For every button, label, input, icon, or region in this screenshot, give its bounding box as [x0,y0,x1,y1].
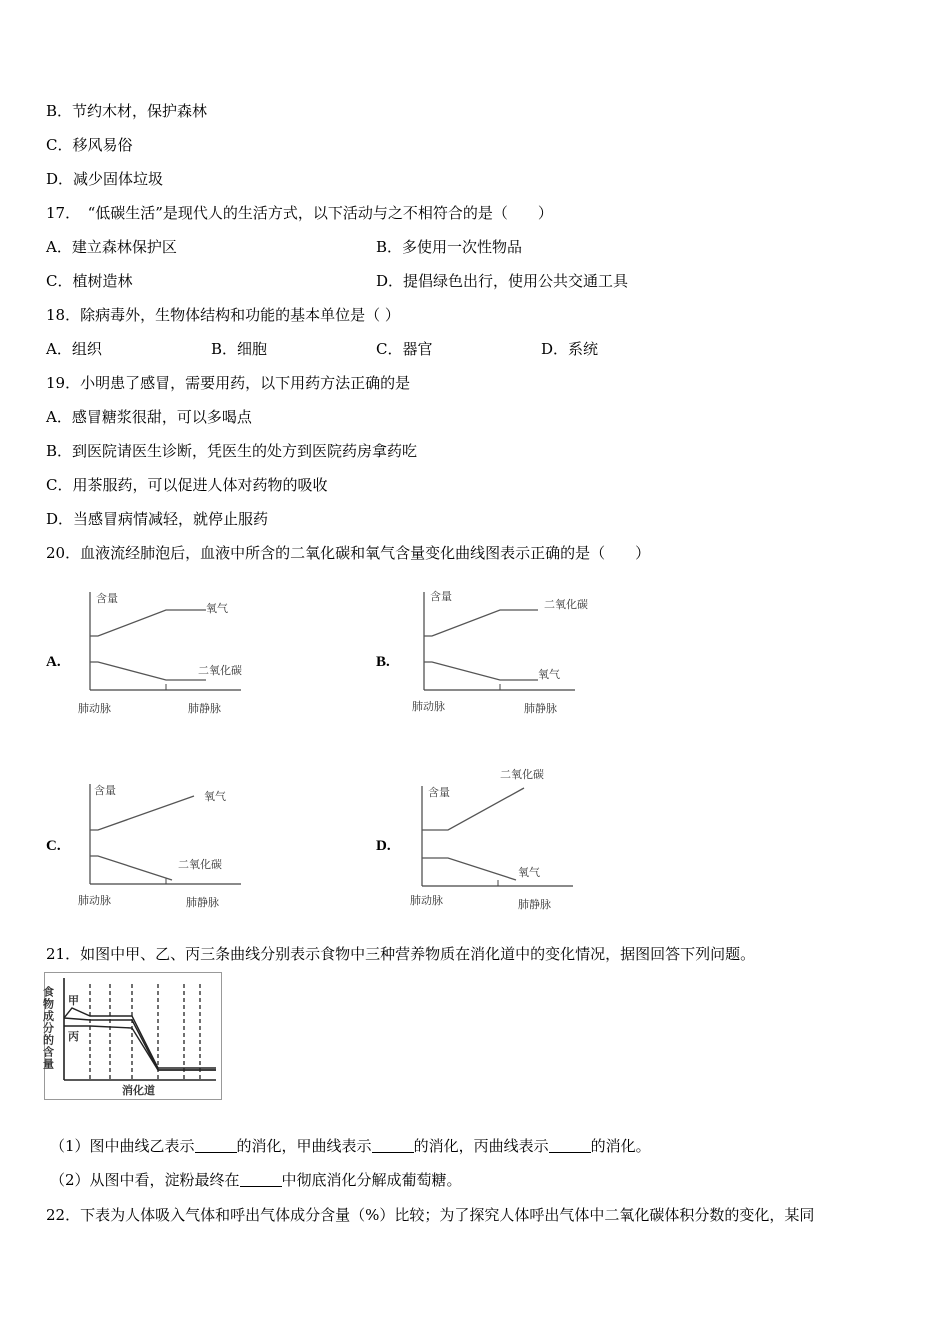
q17-stem: 17． “低碳生活”是现代人的生活方式，以下活动与之不相符合的是（ ） [46,204,553,222]
q21-sub2-part-b: 中彻底消化分解成葡萄糖。 [281,1171,462,1189]
q21-fig-xlabel: 消化道 [122,1084,155,1097]
graph-b-y-label: 含量 [430,590,452,603]
graph-d-co2-label: 二氧化碳 [500,768,544,781]
q16-option-d: D．减少固体垃圾 [46,170,164,188]
graph-a-co2-label: 二氧化碳 [198,664,242,677]
q17-option-c: C．植树造林 [46,272,133,290]
graph-a-oxygen-curve [90,610,206,636]
graph-c-co2-label: 二氧化碳 [178,858,222,871]
q21-sub2-blank[interactable] [240,1172,282,1187]
q19-option-c: C．用茶服药，可以促进人体对药物的吸收 [46,476,328,494]
graph-d-x-end: 肺静脉 [518,898,551,911]
q19-option-a: A．感冒糖浆很甜，可以多喝点 [46,408,252,426]
q20-label-d: D. [376,838,391,854]
q21-sub1-part-c: 的消化，丙曲线表示 [413,1137,549,1155]
q20-stem: 20．血液流经肺泡后，血液中所含的二氧化碳和氧气含量变化曲线图表示正确的是（ ） [46,544,651,562]
graph-d-y-label: 含量 [428,786,450,799]
q21-curve-jia [64,1008,216,1068]
graph-a-co2-curve [90,662,206,680]
q20-label-c: C. [46,838,61,854]
q21-sub1-part-b: 的消化，甲曲线表示 [236,1137,372,1155]
q18-option-c: C．器官 [376,340,433,358]
graph-a-x-start: 肺动脉 [78,702,111,715]
graph-a-y-label: 含量 [96,592,118,605]
q21-sub1-blank-1[interactable] [195,1138,237,1153]
q16-option-c: C．移风易俗 [46,136,133,154]
q17-option-a: A．建立森林保护区 [46,238,177,256]
q21-digestion-figure [41,972,224,1100]
q18-option-a: A．组织 [46,340,102,358]
graph-b-oxygen-curve [424,662,538,680]
q21-sub2 [50,1170,462,1190]
graph-b-x-end: 肺静脉 [524,702,557,715]
graph-c-x-end: 肺静脉 [186,896,219,909]
q20-graph-a [76,584,276,724]
q16-option-b: B．节约木材，保护森林 [46,102,208,120]
graph-c-co2-curve [90,856,172,880]
q20-graph-b [410,584,620,724]
graph-d-oxygen-curve [422,858,516,880]
q19-stem: 19．小明患了感冒，需要用药，以下用药方法正确的是 [46,374,411,392]
q21-fig-ylabel: 食物成分的含量 [41,986,55,1070]
q20-graph-d [408,764,618,914]
q21-sub1-blank-3[interactable] [549,1138,591,1153]
graph-b-oxygen-label: 氧气 [538,668,560,681]
q17-option-b: B．多使用一次性物品 [376,238,523,256]
q18-option-b: B．细胞 [211,340,268,358]
q21-sub1-blank-2[interactable] [372,1138,414,1153]
q22-stem: 22．下表为人体吸入气体和呼出气体成分含量（%）比较；为了探究人体呼出气体中二氧化碳体积分数的变化，某同 [46,1206,815,1224]
q20-graph-c [76,780,276,915]
graph-b-co2-label: 二氧化碳 [544,598,588,611]
q19-option-b: B．到医院请医生诊断，凭医生的处方到医院药房拿药吃 [46,442,418,460]
q17-option-d: D．提倡绿色出行，使用公共交通工具 [376,272,629,290]
graph-c-oxygen-curve [90,796,194,830]
graph-c-oxygen-label: 氧气 [204,790,226,803]
graph-c-y-label: 含量 [94,784,116,797]
q19-option-d: D．当感冒病情减轻，就停止服药 [46,510,269,528]
q21-sub2-part-a: （2）从图中看，淀粉最终在 [50,1171,240,1189]
graph-d-oxygen-label: 氧气 [518,866,540,879]
q21-sub1-part-a: （1）图中曲线乙表示 [50,1137,195,1155]
graph-a-x-end: 肺静脉 [188,702,221,715]
graph-c-x-start: 肺动脉 [78,894,111,907]
q21-stem: 21．如图中甲、乙、丙三条曲线分别表示食物中三种营养物质在消化道中的变化情况，据图回答下列问题。 [46,945,756,963]
q21-label-bing: 丙 [68,1030,79,1043]
graph-a-oxygen-label: 氧气 [206,602,228,615]
graph-d-x-start: 肺动脉 [410,894,443,907]
q21-sub1 [50,1136,651,1156]
q20-label-a: A. [46,654,61,670]
q21-sub1-part-d: 的消化。 [590,1137,651,1155]
graph-b-x-start: 肺动脉 [412,700,445,713]
graph-b-co2-curve [424,610,538,636]
q18-option-d: D．系统 [541,340,599,358]
q21-label-jia: 甲 [68,994,79,1007]
q20-label-b: B. [376,654,390,670]
q18-stem: 18．除病毒外，生物体结构和功能的基本单位是（ ） [46,306,400,324]
